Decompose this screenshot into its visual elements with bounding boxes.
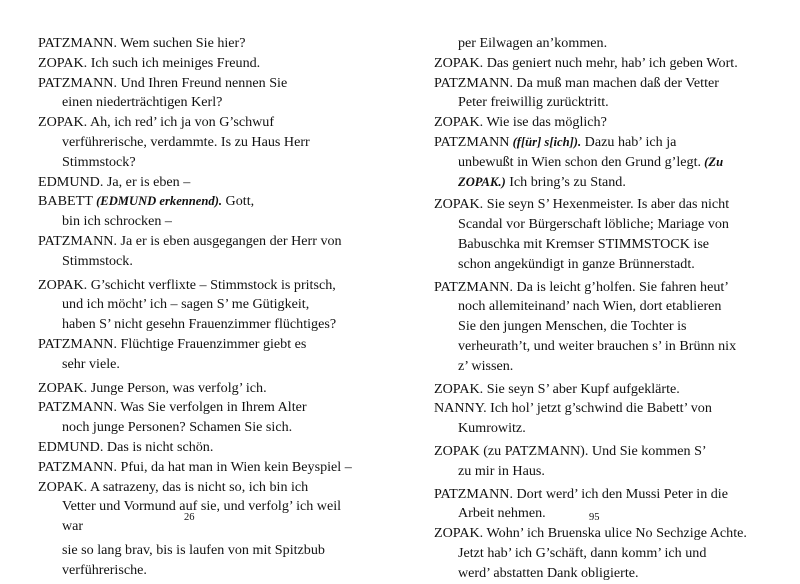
text-line: Vetter und Vormund auf sie, und verfolg’ ich weil [62, 498, 342, 515]
text-line: noch junge Personen? Schamen Sie sich. [62, 419, 293, 436]
right-page [434, 34, 774, 584]
text-line: war [62, 518, 84, 535]
text-line: PATZMANN. Pfui, da hat man in Wien kein Beyspiel – [38, 458, 352, 475]
text-line: Jetzt hab’ ich G’schäft, dann komm’ ich und [458, 544, 707, 561]
text-line: Stimmstock? [62, 153, 136, 170]
text-line: schon angekündigt in ganze Brünnerstadt. [458, 255, 695, 272]
text-line: PATZMANN. Dort werd’ ich den Mussi Peter in die [434, 485, 728, 502]
text-line: ZOPAK. Ah, ich red’ ich ja von G’schwuf [38, 114, 275, 131]
stage-direction: (Zu [701, 154, 724, 169]
text-line: EDMUND. Ja, er is eben – [38, 173, 191, 190]
text-line: Kumrowitz. [458, 420, 526, 437]
text-line: PATZMANN. Flüchtige Frauenzimmer giebt es [38, 335, 307, 352]
text-line: Sie den jungen Menschen, die Tochter is [458, 318, 687, 335]
text-line: ZOPAK. Sie seyn S’ aber Kupf aufgeklärte. [434, 380, 680, 397]
text-line: verführerische, verdammte. Is zu Haus Herr [62, 133, 310, 150]
page-number: 95 [589, 512, 600, 523]
dialogue-text: unbewußt in Wien schon den Grund g’legt. [458, 153, 702, 170]
text-line: und ich möcht’ ich – sagen S’ me Gütigkeit, [62, 296, 310, 313]
text-line: NANNY. Ich hol’ jetzt g’schwind die Babett’ von [434, 400, 712, 417]
text-line: ZOPAK. Ich such ich meiniges Freund. [38, 54, 261, 71]
text-line [38, 192, 398, 212]
text-line [434, 153, 774, 173]
text-line: sie so lang brav, bis is laufen von mit Spitzbub [62, 541, 325, 558]
text-line: PATZMANN. Wem suchen Sie hier? [38, 35, 246, 51]
speaker-name: PATZMANN [434, 133, 510, 150]
left-page [38, 34, 398, 581]
text-line: einen niederträchtigen Kerl? [62, 94, 223, 111]
dialogue-text: Dazu hab’ ich ja [581, 133, 677, 150]
text-line: sehr viele. [62, 355, 120, 372]
text-line: per Eilwagen an’kommen. [458, 35, 608, 51]
text-line: Scandal vor Bürgerschaft löbliche; Mariage von [458, 216, 729, 233]
text-line: ZOPAK. Das geniert nuch mehr, hab’ ich geben Wort. [434, 54, 738, 71]
text-line [434, 133, 774, 153]
text-line: EDMUND. Das is nicht schön. [38, 438, 214, 455]
text-line: PATZMANN. Da is leicht g’holfen. Sie fahren heut’ [434, 278, 729, 295]
page-number: 26 [184, 512, 195, 523]
text-line: Stimmstock. [62, 252, 133, 269]
stage-direction: (EDMUND erkennend). [96, 194, 223, 209]
text-line: haben S’ nicht gesehn Frauenzimmer flüchtiges? [62, 316, 337, 333]
stage-direction: ZOPAK.) [458, 174, 506, 189]
text-line: ZOPAK. Sie seyn S’ Hexenmeister. Is aber das nicht [434, 196, 730, 213]
text-line: ZOPAK. Junge Person, was verfolg’ ich. [38, 379, 267, 396]
text-line: PATZMANN. Was Sie verfolgen in Ihrem Alter [38, 399, 307, 416]
text-line: werd’ abstatten Dank obligierte. [458, 564, 639, 581]
text-line: zu mir in Haus. [458, 462, 545, 479]
dialogue-text: Ich bring’s zu Stand. [505, 173, 626, 190]
text-line: verführerische. [62, 561, 147, 578]
text-line: ZOPAK. Wie ise das möglich? [434, 114, 607, 131]
text-line: ZOPAK (zu PATZMANN). Und Sie kommen S’ [434, 442, 707, 459]
text-line: z’ wissen. [458, 357, 514, 374]
text-line: Arbeit nehmen. [458, 505, 546, 522]
text-line: Peter freiwillig zurücktritt. [458, 94, 609, 111]
text-line: verheurath’t, und weiter brauchen s’ in Brünn nix [458, 337, 737, 354]
text-line: ZOPAK. G’schicht verflixte – Stimmstock is pritsch, [38, 276, 336, 293]
text-line: PATZMANN. Und Ihren Freund nennen Sie [38, 74, 288, 91]
text-line: ZOPAK. Wohn’ ich Bruenska ulice No Sechzige Achte. [434, 525, 747, 542]
text-line: noch allemiteinand’ nach Wien, dort etablieren [458, 298, 722, 315]
stage-direction: (f[ür] s[ich]). [509, 134, 582, 149]
text-line: bin ich schrocken – [62, 213, 172, 230]
dialogue-text: Gott, [222, 193, 255, 210]
text-line [434, 173, 774, 193]
text-line: PATZMANN. Da muß man machen daß der Vetter [434, 74, 719, 91]
speaker-name: BABETT [38, 193, 93, 210]
text-line: PATZMANN. Ja er is eben ausgegangen der Herr von [38, 232, 342, 249]
text-line: ZOPAK. A satrazeny, das is nicht so, ich bin ich [38, 478, 309, 495]
text-line: Babuschka mit Kremser STIMMSTOCK ise [458, 235, 710, 252]
